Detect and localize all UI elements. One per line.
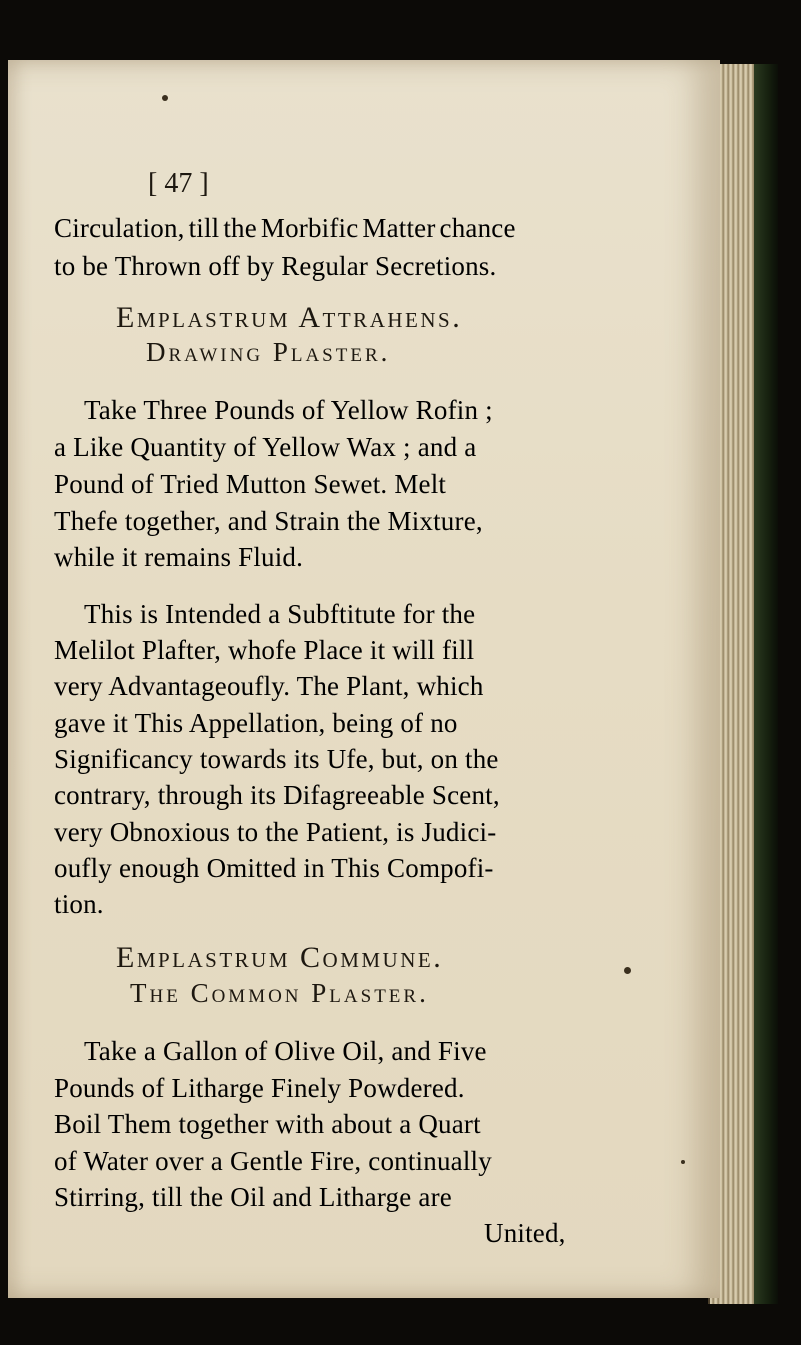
text-line: Thefe together, and Strain the Mixture,: [54, 506, 483, 536]
text-line: This is Intended a Subftitute for the: [84, 599, 476, 629]
section-title: Emplastrum Commune.: [116, 941, 444, 974]
text-line: gave it This Appellation, being of no: [54, 708, 458, 738]
text-line: contrary, through its Difagreeable Scent,: [54, 780, 500, 810]
text-line: to be Thrown off by Regular Secretions.: [54, 251, 497, 281]
foxing-speck: [162, 95, 168, 101]
text-line: Take a Gallon of Olive Oil, and Five: [84, 1036, 487, 1066]
text-line: Significancy towards its Ufe, but, on the: [54, 744, 499, 774]
foxing-speck: [624, 967, 631, 974]
text-line: very Advantageoufly. The Plant, which: [54, 671, 484, 701]
section-subtitle: Drawing Plaster.: [146, 337, 391, 367]
text-line: Stirring, till the Oil and Litharge are: [54, 1182, 452, 1212]
text-line: Take Three Pounds of Yellow Rofin ;: [84, 395, 493, 425]
text-line: while it remains Fluid.: [54, 542, 304, 572]
text-line: Pound of Tried Mutton Sewet. Melt: [54, 469, 447, 499]
foxing-speck: [681, 1160, 685, 1164]
text-line: Circulation, till the Morbific Matter chance: [54, 213, 516, 243]
text-line: oufly enough Omitted in This Compofi-: [54, 853, 494, 883]
section-subtitle: The Common Plaster.: [130, 978, 429, 1008]
text-line: tion.: [54, 889, 104, 919]
text-line: a Like Quantity of Yellow Wax ; and a: [54, 432, 477, 462]
text-line: Boil Them together with about a Quart: [54, 1109, 481, 1139]
section-title: Emplastrum Attrahens.: [116, 301, 463, 334]
text-line: Pounds of Litharge Finely Powdered.: [54, 1073, 465, 1103]
text-line: Melilot Plafter, whofe Place it will fill: [54, 635, 475, 665]
text-line: very Obnoxious to the Patient, is Judici-: [54, 817, 497, 847]
book-binding: [754, 64, 778, 1304]
text-line: of Water over a Gentle Fire, continually: [54, 1146, 492, 1176]
catchword: United,: [484, 1218, 566, 1248]
page-number: [ 47 ]: [148, 168, 209, 199]
